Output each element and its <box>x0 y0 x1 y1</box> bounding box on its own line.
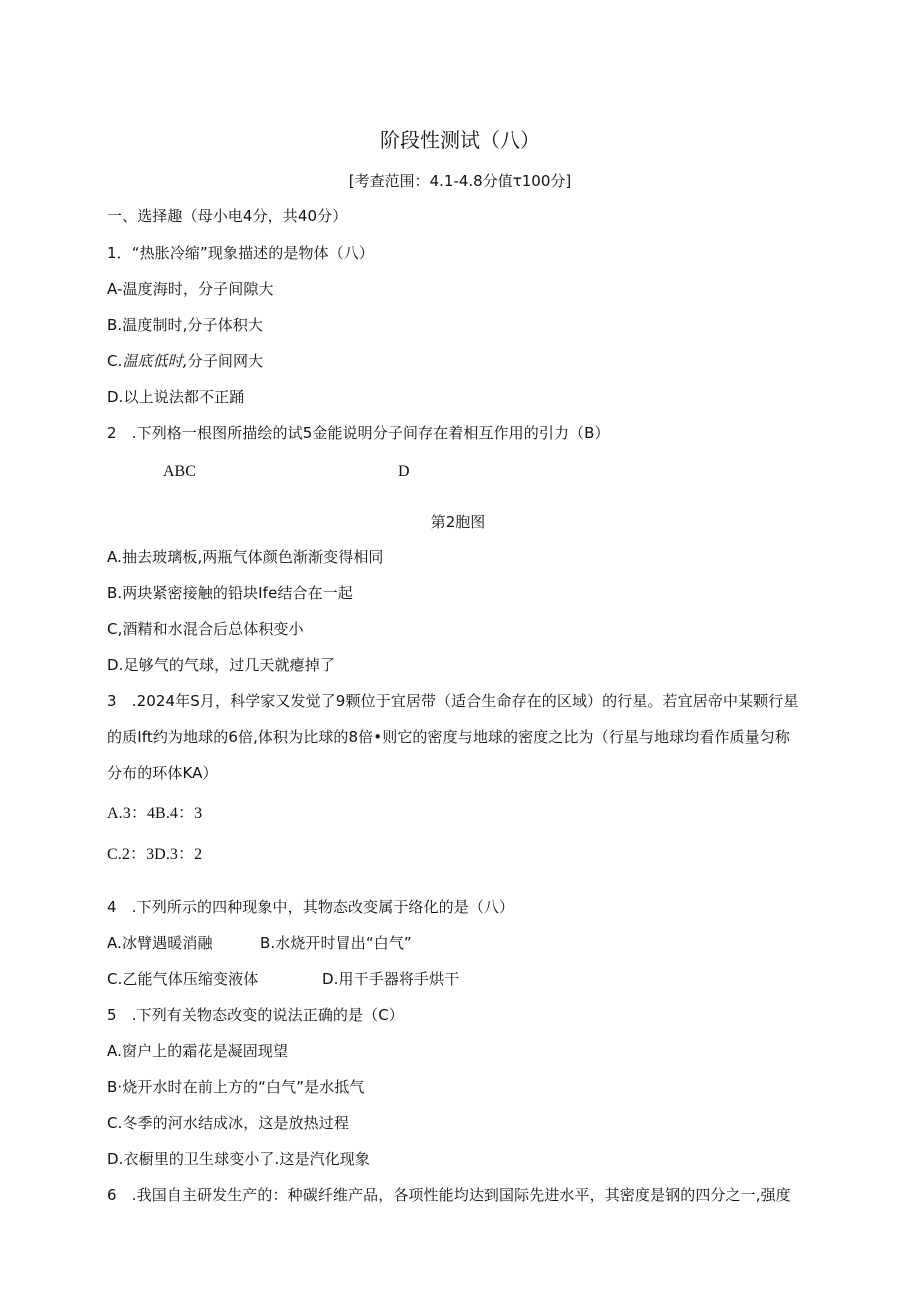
question-4-stem: 4 .下列所示的四种现象中，其物态改变属于络化的是（八） <box>107 898 515 916</box>
option-c-italic-text: 温底低时, <box>122 352 188 370</box>
question-1-option-c <box>107 351 263 371</box>
question-3-stem-line-1: 3 .2024年S月，科学家又发觉了9颗位于宜居带（适合生命存在的区域）的行星。若宜居帝中某颗行星 <box>107 692 799 710</box>
question-4-option-c: C.乙能气体压缩变液体 <box>107 970 259 988</box>
question-5-option-a: A.窗户上的霜花是凝固现望 <box>107 1042 289 1060</box>
question-3-options-cd: C.2：3D.3：2 <box>107 846 203 863</box>
question-1-stem: 1．“热胀冷缩”现象描述的是物体（八） <box>107 244 374 262</box>
question-1-option-a: A-温度海时，分子间隙大 <box>107 280 274 298</box>
question-5-stem: 5 .下列有关物态改变的说法正确的是（C） <box>107 1006 404 1024</box>
question-3-options-ab: A.3：4B.4：3 <box>107 805 203 822</box>
question-2-option-a: A.抽去玻璃板,两瓶气体颜色渐渐变得相同 <box>107 548 384 566</box>
question-5-option-b: B·烧开水时在前上方的“白气”是水抵气 <box>107 1078 365 1096</box>
page-title: 阶段性测试（八） <box>380 128 540 152</box>
option-c-rest-text: 分子间网大 <box>187 352 264 370</box>
question-1-option-d: D.以上说法都不正踊 <box>107 388 245 406</box>
figure-caption-text: 第2胞图 <box>430 513 486 531</box>
section-heading: 一、选择趣（母小电4分，共40分） <box>107 207 348 225</box>
question-2-stem: 2 .下列格一根图所描绘的试5金能说明分子间存在着相互作用的引力（B） <box>107 424 610 442</box>
question-2-option-d: D.足够气的气球，过几天就瘪掉了 <box>107 656 335 674</box>
question-2-option-b: B.两块紧密接触的铅块Ife结合在一起 <box>107 584 353 602</box>
figure-caption <box>0 512 920 532</box>
figure-label-d: D <box>398 463 410 480</box>
question-2-option-c: C,酒精和水混合后总体积变小 <box>107 620 304 638</box>
question-4-option-a: A.冰臂遇暖消融 <box>107 934 213 952</box>
question-6-stem: 6 .我国自主研发生产的：种碳纤维产品，各项性能均达到国际先进水平，其密度是钢的四分之一,强度 <box>107 1186 791 1204</box>
question-3-stem-line-3: 分布的环体KA） <box>107 764 218 782</box>
question-3-stem-line-2: 的质Ift约为地球的6倍,体积为比球的8倍•则它的密度与地球的密度之比为（行星与地球均看作质量匀称 <box>107 728 790 746</box>
page-subtitle: [考查范围：4.1-4.8分值τ100分] <box>348 172 572 190</box>
question-4-option-d: D.用干手器将手烘干 <box>322 970 460 988</box>
option-c-prefix: C. <box>107 352 123 370</box>
question-4-option-b: B.水烧开时冒出“白气” <box>260 934 412 952</box>
question-1-option-b: B.温度制时,分子体积大 <box>107 316 264 334</box>
question-5-option-c: C.冬季的河水结成冰，这是放热过程 <box>107 1114 349 1132</box>
question-5-option-d: D.衣橱里的卫生球变小了.这是汽化现象 <box>107 1150 370 1168</box>
figure-label-abc: ABC <box>163 463 196 480</box>
